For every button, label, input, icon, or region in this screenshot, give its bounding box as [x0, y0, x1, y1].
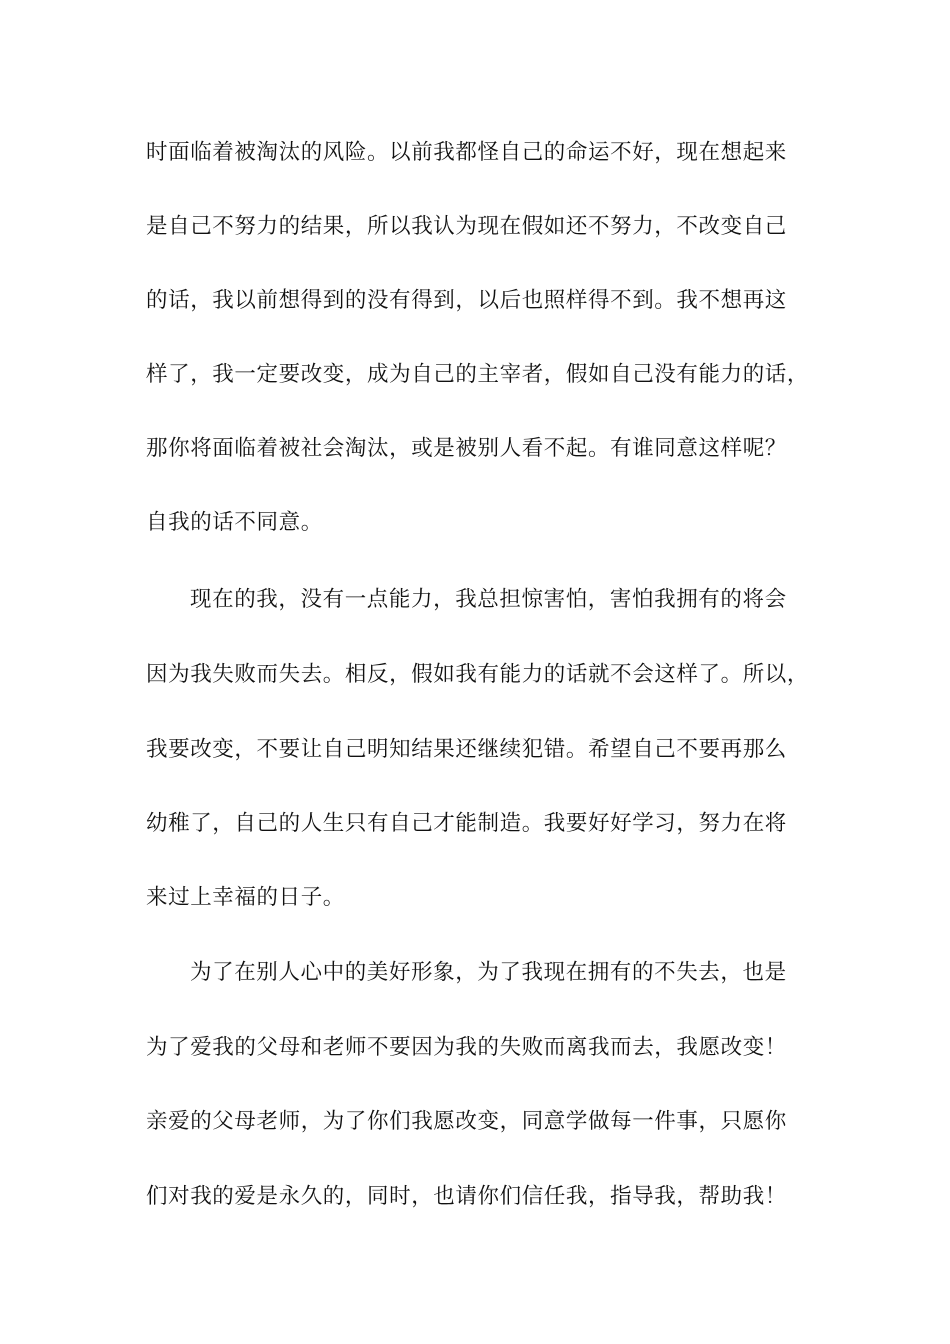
text-line: 的话，我以前想得到的没有得到，以后也照样得不到。我不想再这: [146, 288, 787, 313]
text-line: 是自己不努力的结果，所以我认为现在假如还不努力，不改变自己: [146, 214, 787, 239]
text-line: 来过上幸福的日子。: [146, 885, 345, 910]
text-line: 样了，我一定要改变，成为自己的主宰者，假如自己没有能力的话，: [146, 362, 810, 387]
text-line: 幼稚了，自己的人生只有自己才能制造。我要好好学习，努力在将: [146, 811, 787, 836]
text-line: 因为我失败而失去。相反，假如我有能力的话就不会这样了。所以，: [146, 662, 810, 687]
text-line: 们对我的爱是永久的，同时，也请你们信任我，指导我，帮助我！: [146, 1184, 787, 1209]
text-line: 那你将面临着被社会淘汰，或是被别人看不起。有谁同意这样呢？: [146, 436, 787, 461]
text-line: 自我的话不同意。: [146, 510, 323, 535]
paragraph-first-line: 为了在别人心中的美好形象，为了我现在拥有的不失去，也是: [190, 960, 787, 985]
text-line: 亲爱的父母老师，为了你们我愿改变，同意学做每一件事，只愿你: [146, 1109, 787, 1134]
text-line: 我要改变，不要让自己明知结果还继续犯错。希望自己不要再那么: [146, 737, 787, 762]
paragraph-first-line: 现在的我，没有一点能力，我总担惊害怕，害怕我拥有的将会: [190, 587, 787, 612]
text-line: 为了爱我的父母和老师不要因为我的失败而离我而去，我愿改变！: [146, 1035, 787, 1060]
text-line: 时面临着被淘汰的风险。以前我都怪自己的命运不好，现在想起来: [146, 140, 787, 165]
